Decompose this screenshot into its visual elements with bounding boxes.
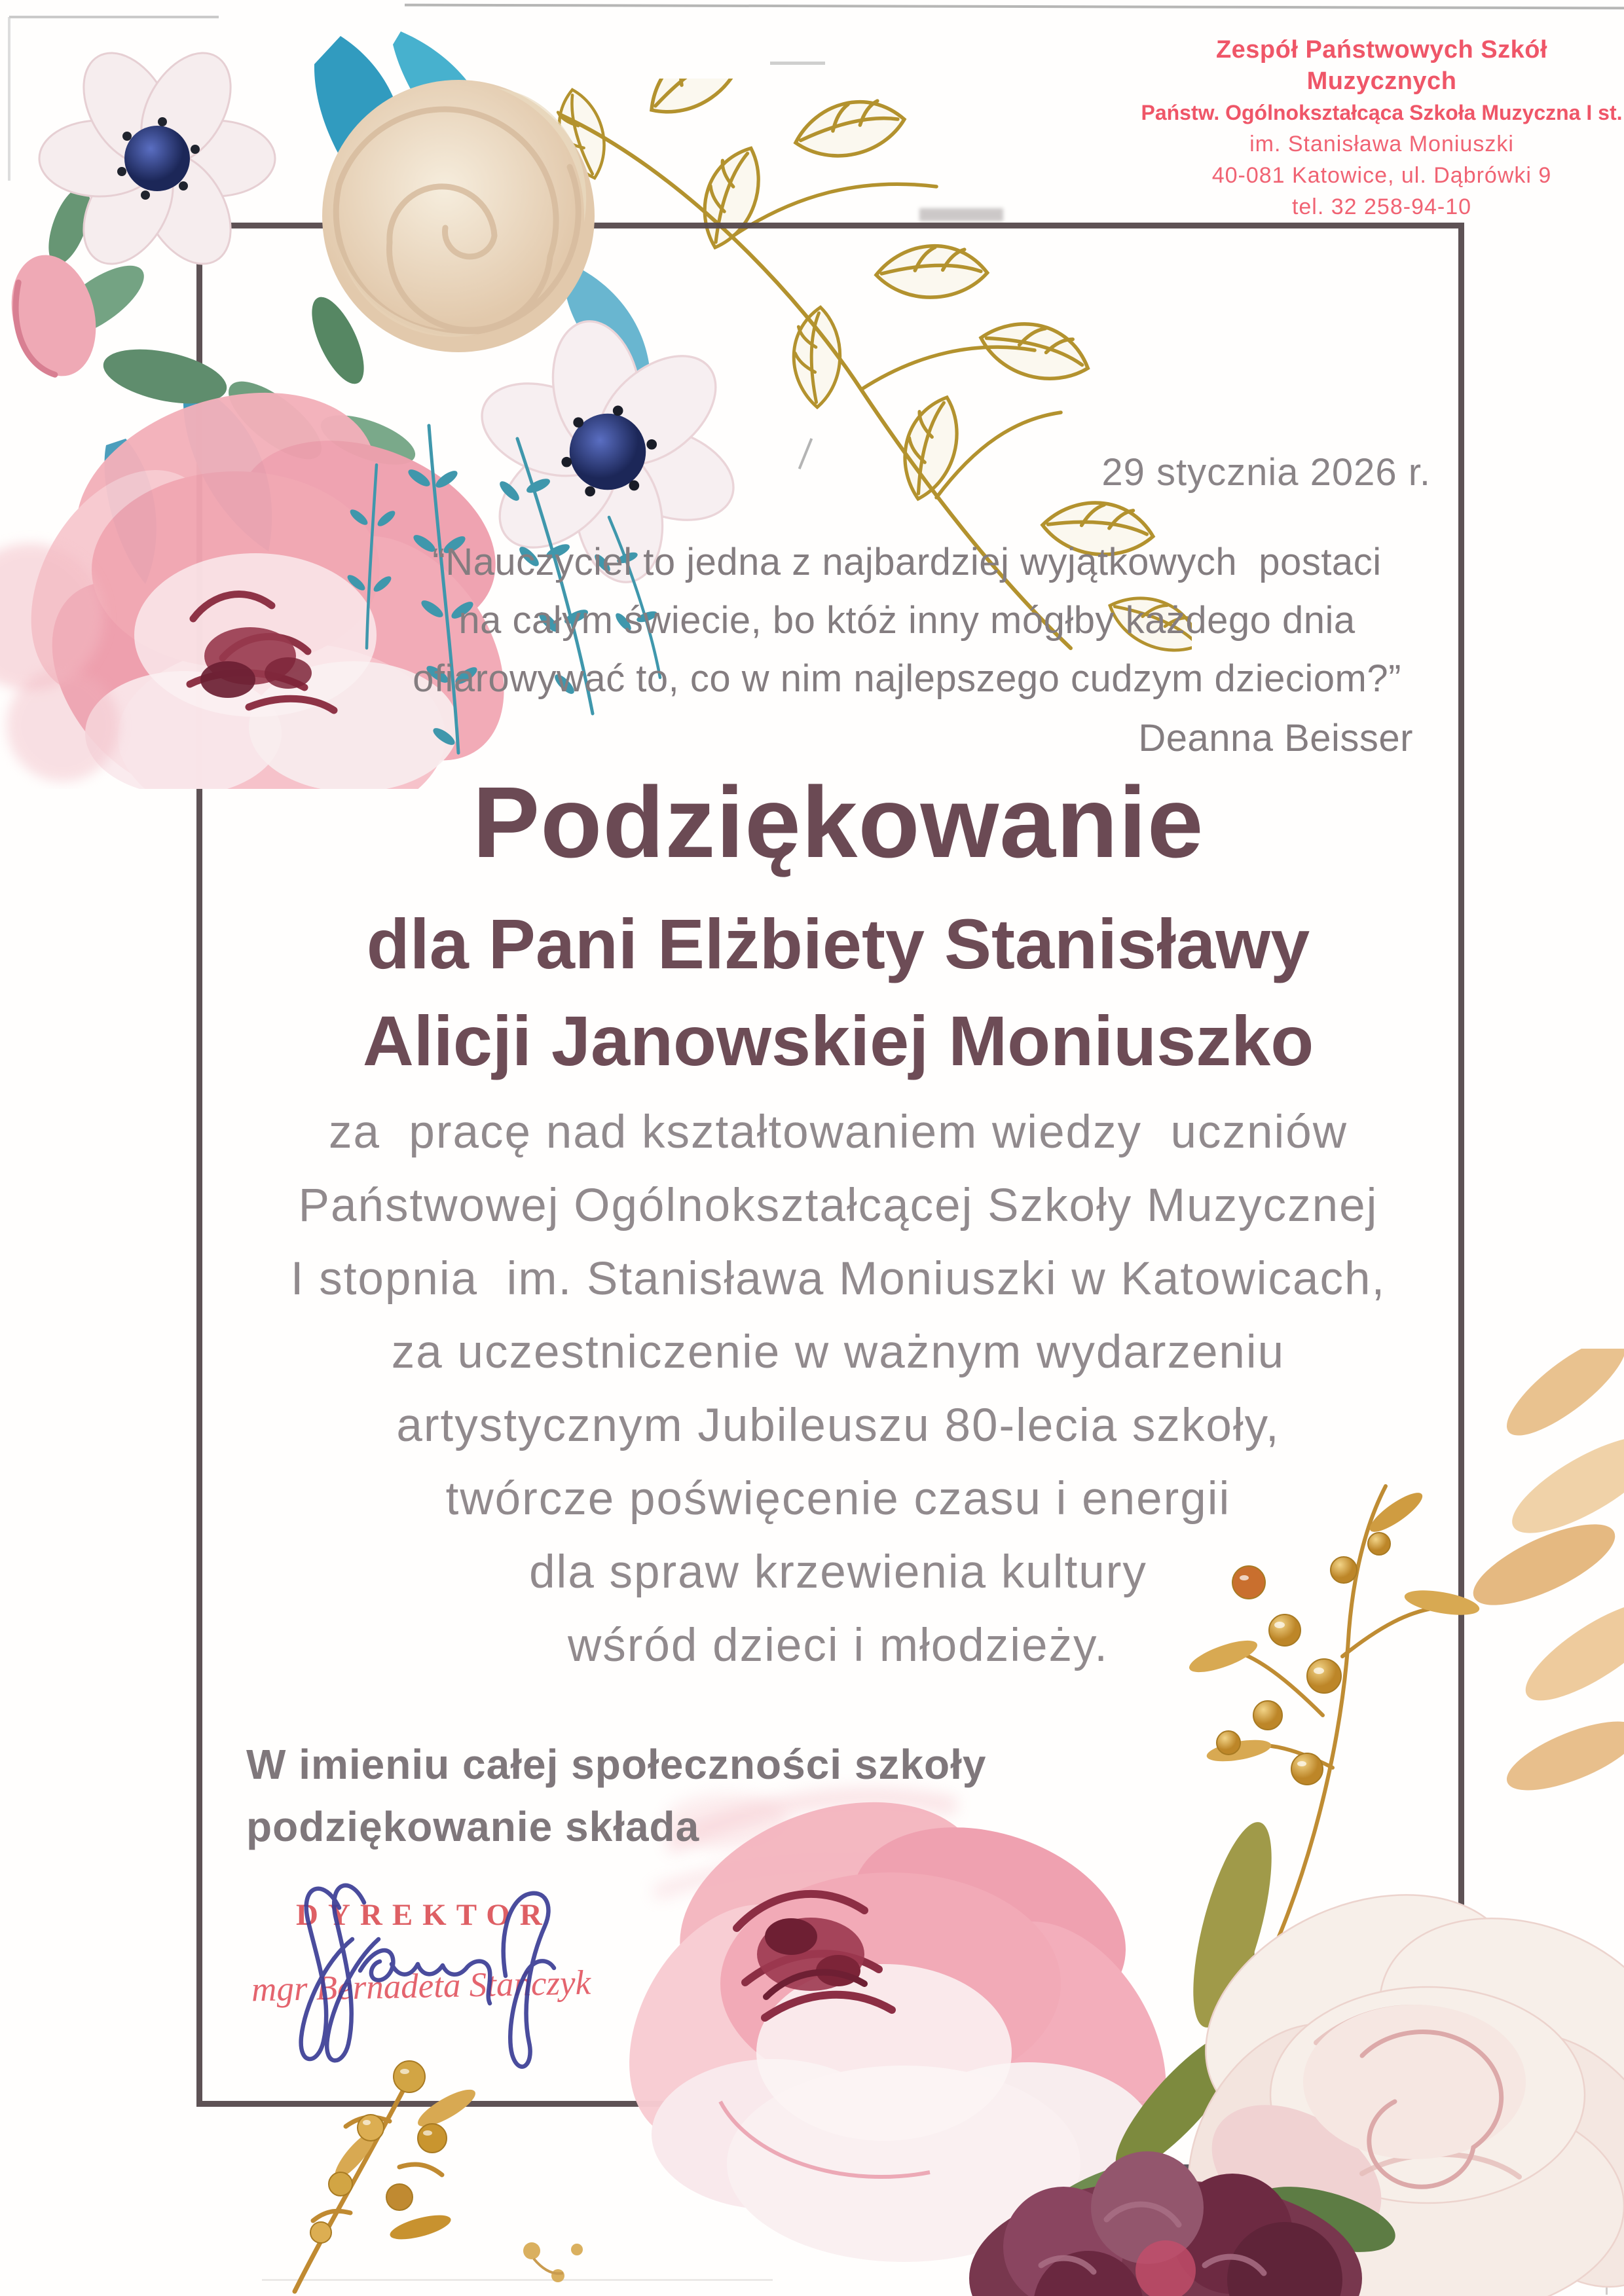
- pink-wash: [7, 669, 119, 782]
- quote-attribution: Deanna Beisser: [1138, 717, 1413, 759]
- body-line: artystycznym Jubileuszu 80-lecia szkoły,: [396, 1400, 1280, 1451]
- quote-line: ofiarowywać to, co w nim najlepszego cudzym dzieciom?”: [413, 657, 1401, 700]
- handwritten-signature-scribble: [262, 1866, 629, 2082]
- quote-block: [354, 533, 1460, 767]
- pink-bud: [0, 246, 108, 385]
- recipient-block: [203, 896, 1473, 1089]
- body-line: I stopnia im. Stanisława Moniuszki w Katowicach,: [290, 1253, 1386, 1305]
- cream-rose: [322, 80, 595, 352]
- scan-mark: [770, 62, 825, 65]
- closing-line: podziękowanie składa: [246, 1803, 700, 1850]
- certificate-title: Podziękowanie: [472, 766, 1204, 879]
- quote-line: na całym świecie, bo któż inny mógłby każdego dnia: [458, 599, 1356, 642]
- tan-side-leaves: [1463, 1349, 1624, 1804]
- scan-edge-line: [9, 16, 219, 18]
- school-phone-line: tel. 32 258-94-10: [1291, 194, 1472, 219]
- school-address-line: 40-081 Katowice, ul. Dąbrówki 9: [1211, 163, 1552, 188]
- recipient-line: Alicji Janowskiej Moniuszko: [362, 1001, 1314, 1080]
- school-name-line: Zespół Państwowych Szkół Muzycznych: [1215, 36, 1548, 95]
- school-name-line: Państw. Ogólnokształcąca Szkoła Muzyczna I st.: [1141, 101, 1623, 124]
- school-header: [1139, 34, 1624, 223]
- stamp-role: DYREKTOR: [296, 1898, 552, 1932]
- body-line: dla spraw krzewienia kultury: [529, 1546, 1147, 1598]
- gold-flecks: [523, 2242, 583, 2282]
- body-line: za uczestniczenie w ważnym wydarzeniu: [391, 1326, 1285, 1378]
- stamp-name: mgr Bernadeta Stańczyk: [251, 1963, 591, 2009]
- scan-edge-line: [405, 4, 1624, 10]
- body-line: Państwowej Ogólnokształcącej Szkoły Muzycznej: [298, 1180, 1378, 1231]
- body-line: za pracę nad kształtowaniem wiedzy uczniów: [328, 1106, 1348, 1158]
- scan-smudge: [919, 208, 1003, 221]
- quote-line: “Nauczyciel to jedna z najbardziej wyjątkowych postaci: [432, 541, 1382, 583]
- closing-block: [246, 1734, 1163, 1858]
- body-line: twórcze poświęcenie czasu i energii: [445, 1473, 1231, 1525]
- body-line: wśród dzieci i młodzieży.: [568, 1620, 1109, 1671]
- date-line: 29 stycznia 2026 r.: [1101, 451, 1431, 494]
- recipient-line: dla Pani Elżbiety Stanisławy: [366, 904, 1310, 983]
- body-text: [203, 1096, 1473, 1683]
- closing-line: W imieniu całej społeczności szkoły: [246, 1741, 987, 1788]
- school-patron-line: im. Stanisława Moniuszki: [1249, 132, 1514, 156]
